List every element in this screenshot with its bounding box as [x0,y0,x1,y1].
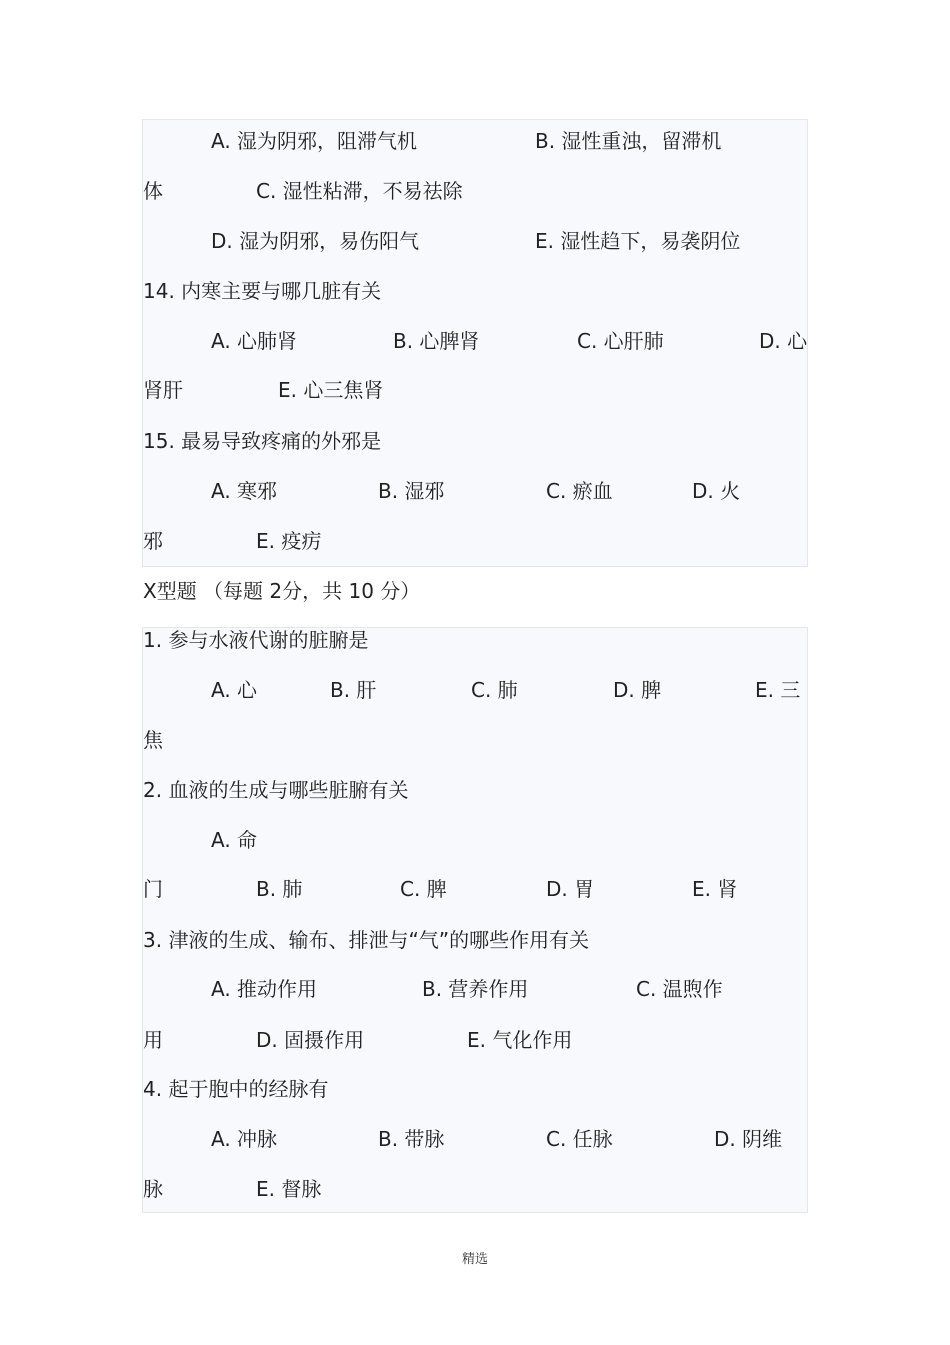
x4-option-d: D. 阴维 [714,1127,783,1151]
x4-option-d-wrap: 脉 [143,1177,163,1201]
q14-option-e: E. 心三焦肾 [278,378,384,402]
q14-option-b: B. 心脾肾 [393,329,480,353]
q14-option-a: A. 心肺肾 [211,329,298,353]
x1-option-a: A. 心 [211,678,258,702]
x3-option-c-wrap: 用 [143,1028,163,1052]
x3-option-c: C. 温煦作 [636,977,723,1001]
x2-option-d: D. 胃 [546,877,595,901]
q14-option-d-wrap: 肾肝 [143,378,183,402]
x4-option-a: A. 冲脉 [211,1127,278,1151]
q15-option-d-wrap: 邪 [143,529,163,553]
q14-option-c: C. 心肝肺 [577,329,664,353]
x3-option-d: D. 固摄作用 [256,1028,365,1052]
section-heading-x-type: X型题 （每题 2分，共 10 分） [143,579,421,603]
x3-option-a: A. 推动作用 [211,977,318,1001]
x3-option-b: B. 营养作用 [422,977,529,1001]
q15-option-e: E. 疫疠 [256,529,322,553]
x3-question: 3. 津液的生成、输布、排泄与“气”的哪些作用有关 [143,928,590,952]
q13-option-a: A. 湿为阴邪，阻滞气机 [211,129,418,153]
x1-question: 1. 参与水液代谢的脏腑是 [143,628,369,652]
x1-option-c: C. 肺 [471,678,518,702]
q15-question: 15. 最易导致疼痛的外邪是 [143,429,382,453]
x2-option-e: E. 肾 [692,877,738,901]
q13-option-e: E. 湿性趋下，易袭阴位 [535,229,741,253]
x1-option-e: E. 三 [755,678,801,702]
q15-option-b: B. 湿邪 [378,479,445,503]
question-block-2 [142,627,808,1213]
x4-option-e: E. 督脉 [256,1177,322,1201]
page-footer: 精选 [461,1252,488,1267]
q14-option-d: D. 心 [759,329,808,353]
x2-option-c: C. 脾 [400,877,447,901]
x4-option-c: C. 任脉 [546,1127,613,1151]
x3-option-e: E. 气化作用 [467,1028,573,1052]
q13-option-c: C. 湿性粘滞，不易祛除 [256,179,463,203]
x2-option-a: A. 命 [211,828,258,852]
x1-option-e-wrap: 焦 [143,728,163,752]
x2-option-b: B. 肺 [256,877,303,901]
q13-option-b-wrap: 体 [143,179,163,203]
x2-question: 2. 血液的生成与哪些脏腑有关 [143,778,409,802]
x1-option-d: D. 脾 [613,678,662,702]
x1-option-b: B. 肝 [330,678,377,702]
q15-option-c: C. 瘀血 [546,479,613,503]
q15-option-d: D. 火 [692,479,741,503]
x4-question: 4. 起于胞中的经脉有 [143,1077,329,1101]
x2-option-a-wrap: 门 [143,877,163,901]
q13-option-b: B. 湿性重浊，留滞机 [535,129,722,153]
x4-option-b: B. 带脉 [378,1127,445,1151]
q13-option-d: D. 湿为阴邪，易伤阳气 [211,229,420,253]
q15-option-a: A. 寒邪 [211,479,278,503]
q14-question: 14. 内寒主要与哪几脏有关 [143,279,382,303]
